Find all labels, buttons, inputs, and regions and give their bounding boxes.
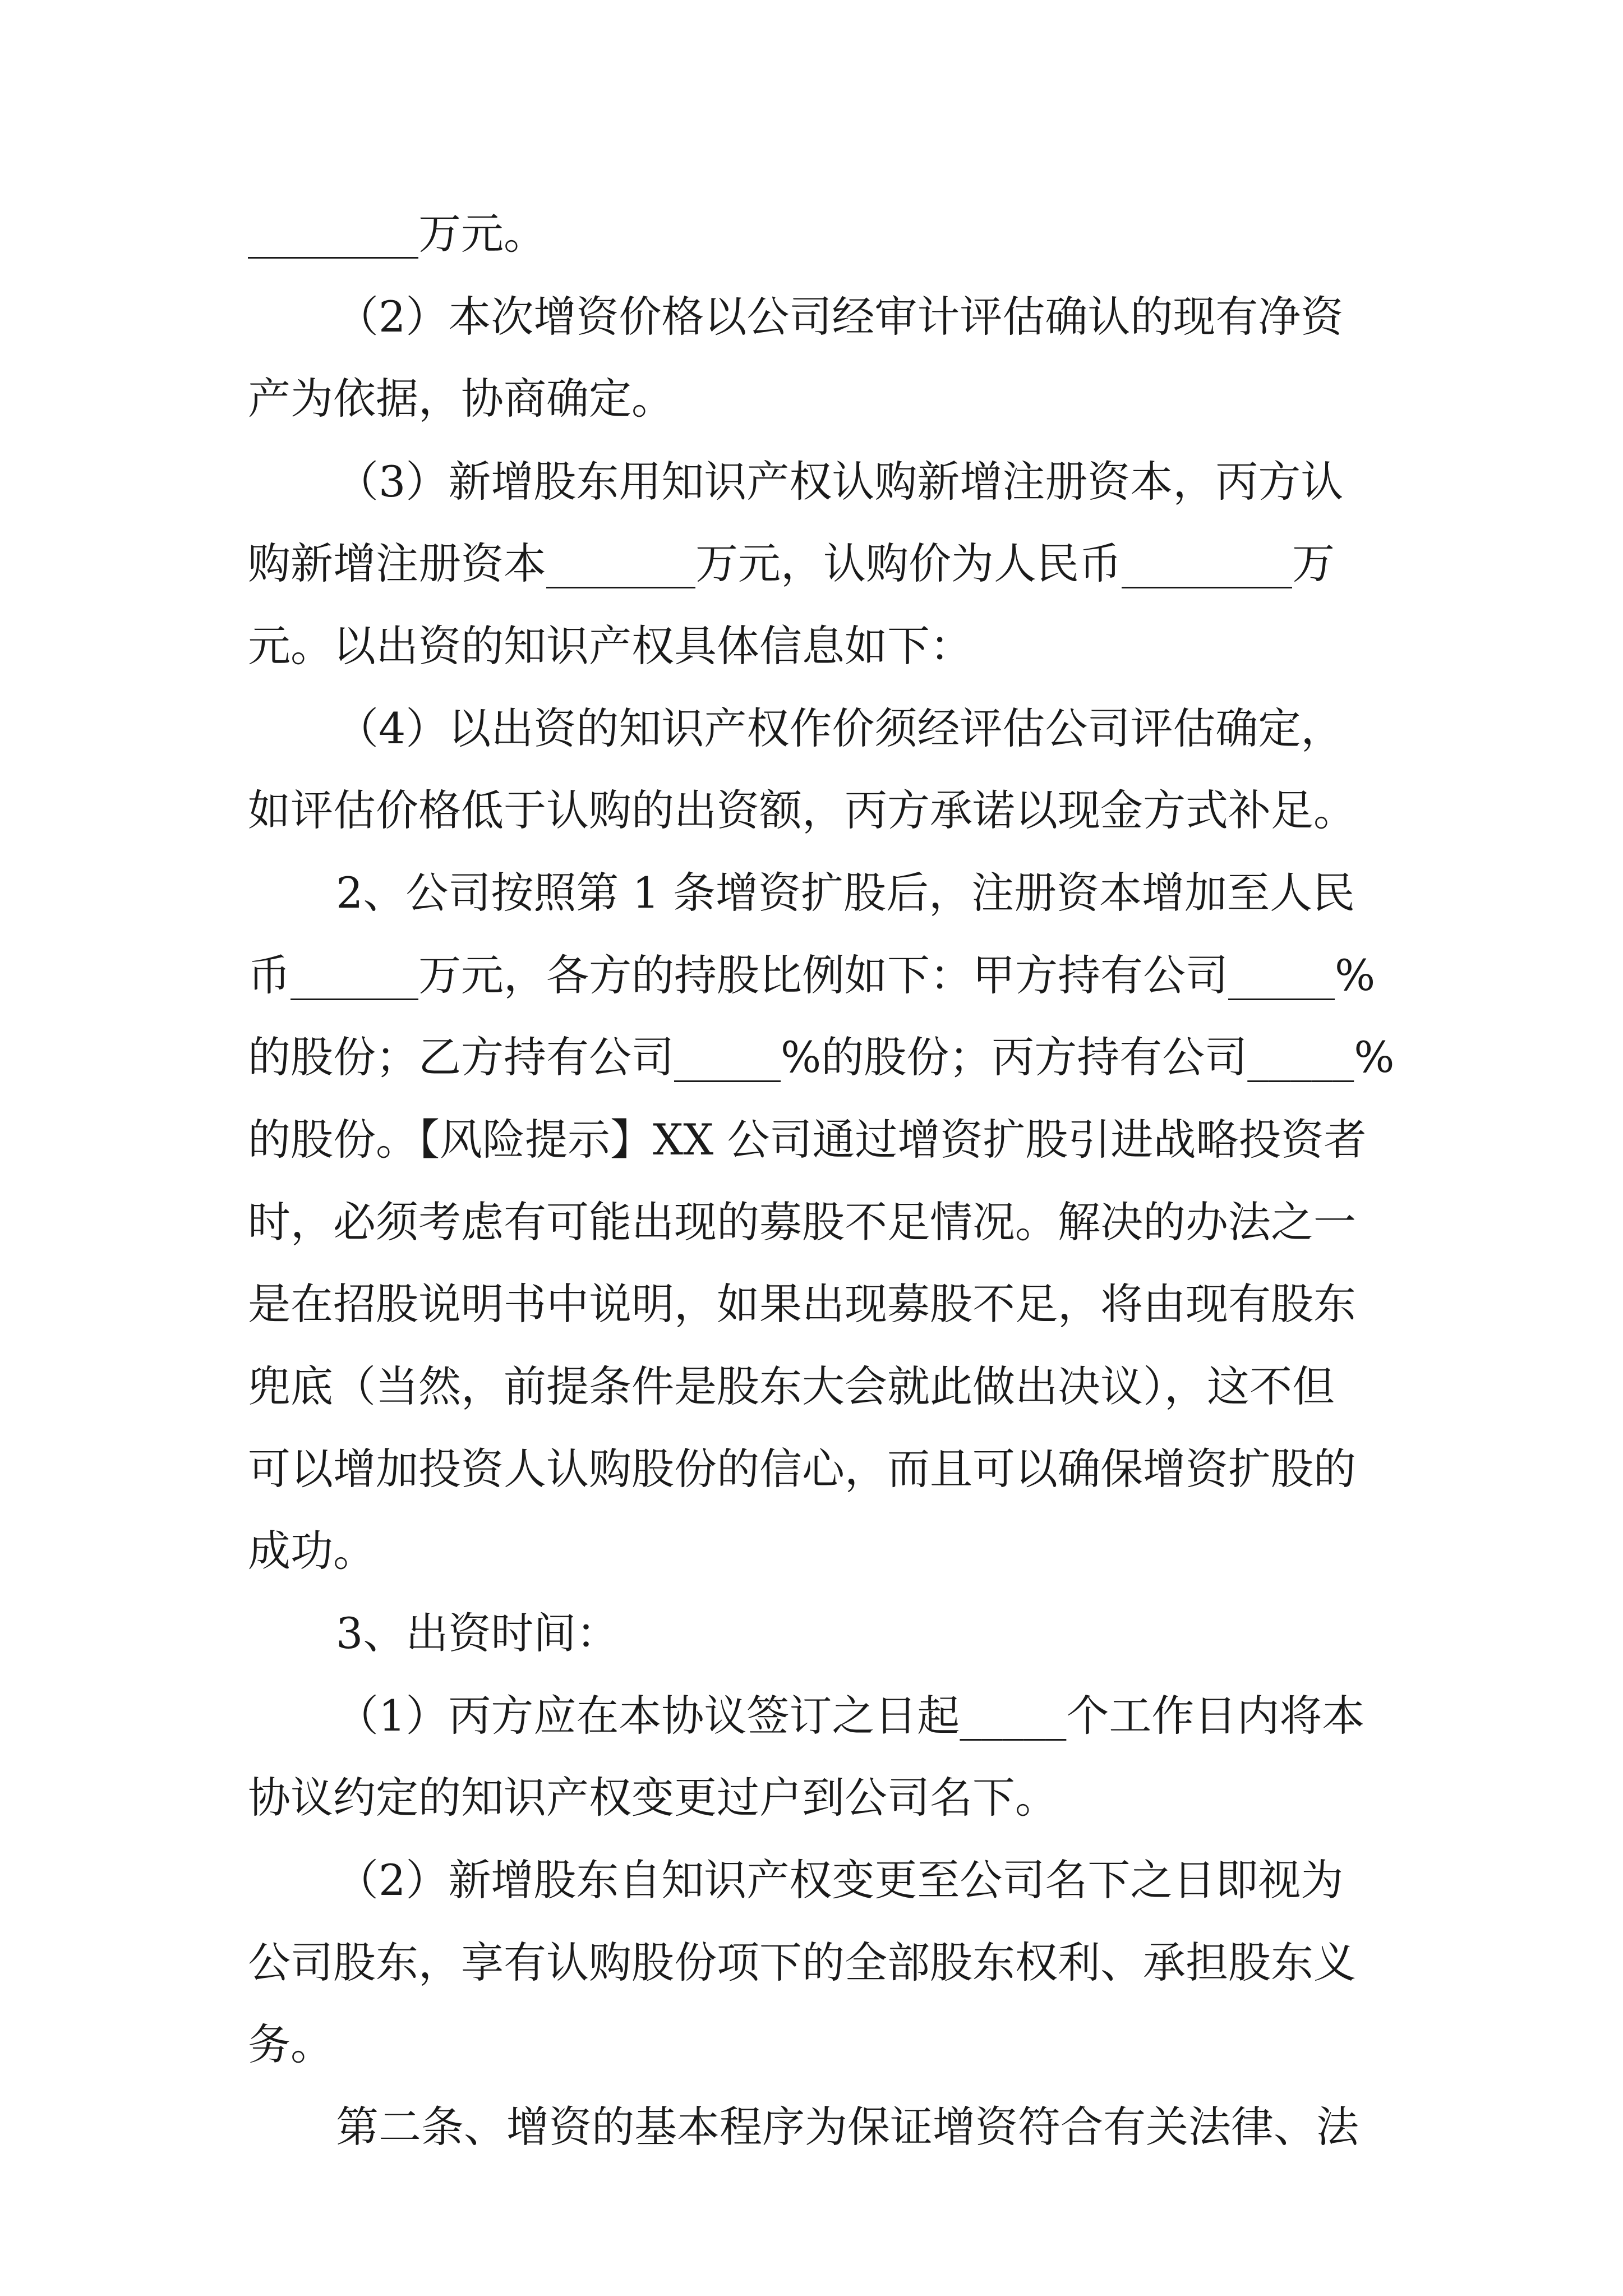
text-line: 兜底（当然，前提条件是股东大会就此做出决议），这不但 xyxy=(248,1361,1335,1411)
text-line: 3、出资时间： xyxy=(336,1608,619,1658)
text-line: 元。以出资的知识产权具体信息如下： xyxy=(248,621,972,671)
text-line: 公司股东，享有认购股份项下的全部股东权利、承担股东义 xyxy=(248,1938,1356,1987)
text-line: 产为依据，协商确定。 xyxy=(248,374,674,424)
text-line: 时，必须考虑有可能出现的募股不足情况。解决的办法之一 xyxy=(248,1197,1356,1247)
text-line: 的股份；乙方持有公司_____%的股份；丙方持有公司_____% xyxy=(248,1032,1395,1082)
text-line: ________万元。 xyxy=(248,209,546,259)
text-line: （3）新增股东用知识产权认购新增注册资本，丙方认 xyxy=(336,457,1344,507)
text-line: 务。 xyxy=(248,2019,333,2069)
text-line: 如评估价格低于认购的出资额，丙方承诺以现金方式补足。 xyxy=(248,785,1356,835)
text-line: 2、公司按照第 1 条增资扩股后，注册资本增加至人民 xyxy=(336,868,1355,918)
text-line: （4）以出资的知识产权作价须经评估公司评估确定， xyxy=(336,703,1344,753)
text-line: 币______万元，各方的持股比例如下：甲方持有公司_____% xyxy=(248,950,1376,1000)
text-line: 协议约定的知识产权变更过户到公司名下。 xyxy=(248,1773,1058,1823)
text-line: 的股份。【风险提示】XX 公司通过增资扩股引进战略投资者 xyxy=(248,1115,1367,1165)
text-line: 购新增注册资本_______万元，认购价为人民币________万 xyxy=(248,539,1335,588)
text-line: 成功。 xyxy=(248,1526,376,1576)
text-line: 第二条、增资的基本程序为保证增资符合有关法律、法 xyxy=(336,2102,1359,2152)
text-line: （2）新增股东自知识产权变更至公司名下之日即视为 xyxy=(336,1855,1344,1905)
text-line: 是在招股说明书中说明，如果出现募股不足，将由现有股东 xyxy=(248,1279,1356,1329)
text-line: （2）本次增资价格以公司经审计评估确认的现有净资 xyxy=(336,292,1344,342)
text-line: （1）丙方应在本协议签订之日起_____个工作日内将本 xyxy=(336,1691,1365,1741)
text-line: 可以增加投资人认购股份的信心，而且可以确保增资扩股的 xyxy=(248,1444,1356,1494)
